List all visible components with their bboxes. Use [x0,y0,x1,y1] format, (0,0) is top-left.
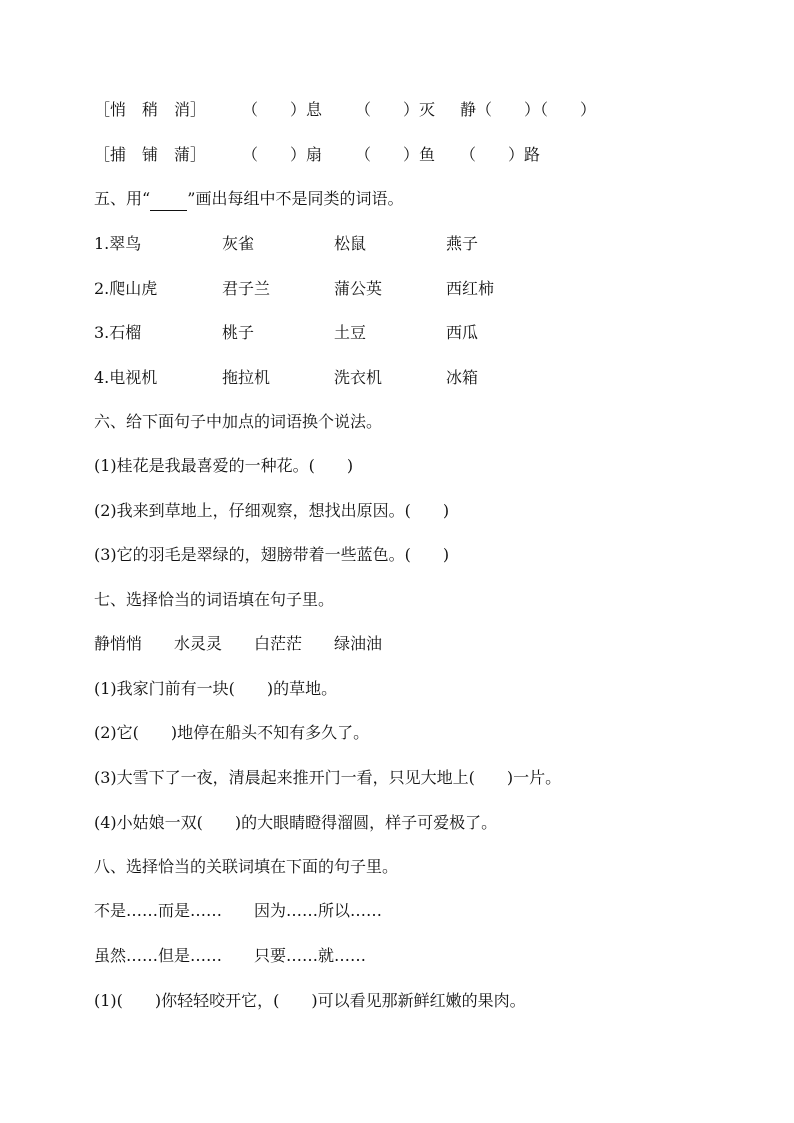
sentence-item: (3)大雪下了一夜，清晨起来推开门一看，只见大地上( )一片。 [94,768,562,787]
section-7-heading: 七、选择恰当的词语填在句子里。 [94,590,335,609]
underline-sample [150,188,187,211]
word-item: 蒲公英 [334,279,383,298]
char-group-2: ［捕 铺 蒲］ [94,145,207,164]
word-item: 灰雀 [222,234,255,253]
blank-item: 静（ ）（ ） [460,100,597,119]
word-item: 西瓜 [446,323,479,342]
word-item: 土豆 [334,323,367,342]
word-item: 洗衣机 [334,368,383,387]
word-item: 拖拉机 [222,368,271,387]
word-option: 水灵灵 [174,634,223,653]
blank-item: （ ）扇 [242,145,323,164]
section-6-heading: 六、给下面句子中加点的词语换个说法。 [94,412,383,431]
conjunction-pair: 虽然……但是…… [94,946,223,965]
word-option: 静悄悄 [94,634,143,653]
word-item: 2.爬山虎 [94,279,158,298]
word-item: 1.翠鸟 [94,234,142,253]
blank-item: （ ）鱼 [355,145,436,164]
blank-item: （ ）息 [242,100,323,119]
sentence-item: (2)我来到草地上，仔细观察，想找出原因。( ) [94,501,450,520]
section-5-heading: 五、用“ ”画出每组中不是同类的词语。 [94,188,403,211]
sentence-item: (1)我家门前有一块( )的草地。 [94,679,338,698]
word-item: 君子兰 [222,279,271,298]
sentence-item: (4)小姑娘一双( )的大眼睛瞪得溜圆，样子可爱极了。 [94,813,498,832]
char-group-1: ［悄 稍 消］ [94,100,207,119]
word-option: 白茫茫 [254,634,303,653]
word-item: 燕子 [446,234,479,253]
word-item: 松鼠 [334,234,367,253]
conjunction-pair: 因为……所以…… [254,901,383,920]
blank-item: （ ）灭 [355,100,436,119]
conjunction-pair: 只要……就…… [254,946,367,965]
conjunction-pair: 不是……而是…… [94,901,223,920]
word-item: 3.石榴 [94,323,142,342]
sentence-item: (1)( )你轻轻咬开它，( )可以看见那新鲜红嫩的果肉。 [94,991,526,1010]
sentence-item: (1)桂花是我最喜爱的一种花。( ) [94,456,354,475]
word-item: 冰箱 [446,368,479,387]
word-item: 4.电视机 [94,368,158,387]
word-item: 桃子 [222,323,255,342]
word-item: 西红柿 [446,279,495,298]
blank-item: （ ）路 [460,145,541,164]
sentence-item: (3)它的羽毛是翠绿的，翅膀带着一些蓝色。( ) [94,545,450,564]
word-option: 绿油油 [334,634,383,653]
sentence-item: (2)它( )地停在船头不知有多久了。 [94,723,370,742]
section-8-heading: 八、选择恰当的关联词填在下面的句子里。 [94,857,399,876]
